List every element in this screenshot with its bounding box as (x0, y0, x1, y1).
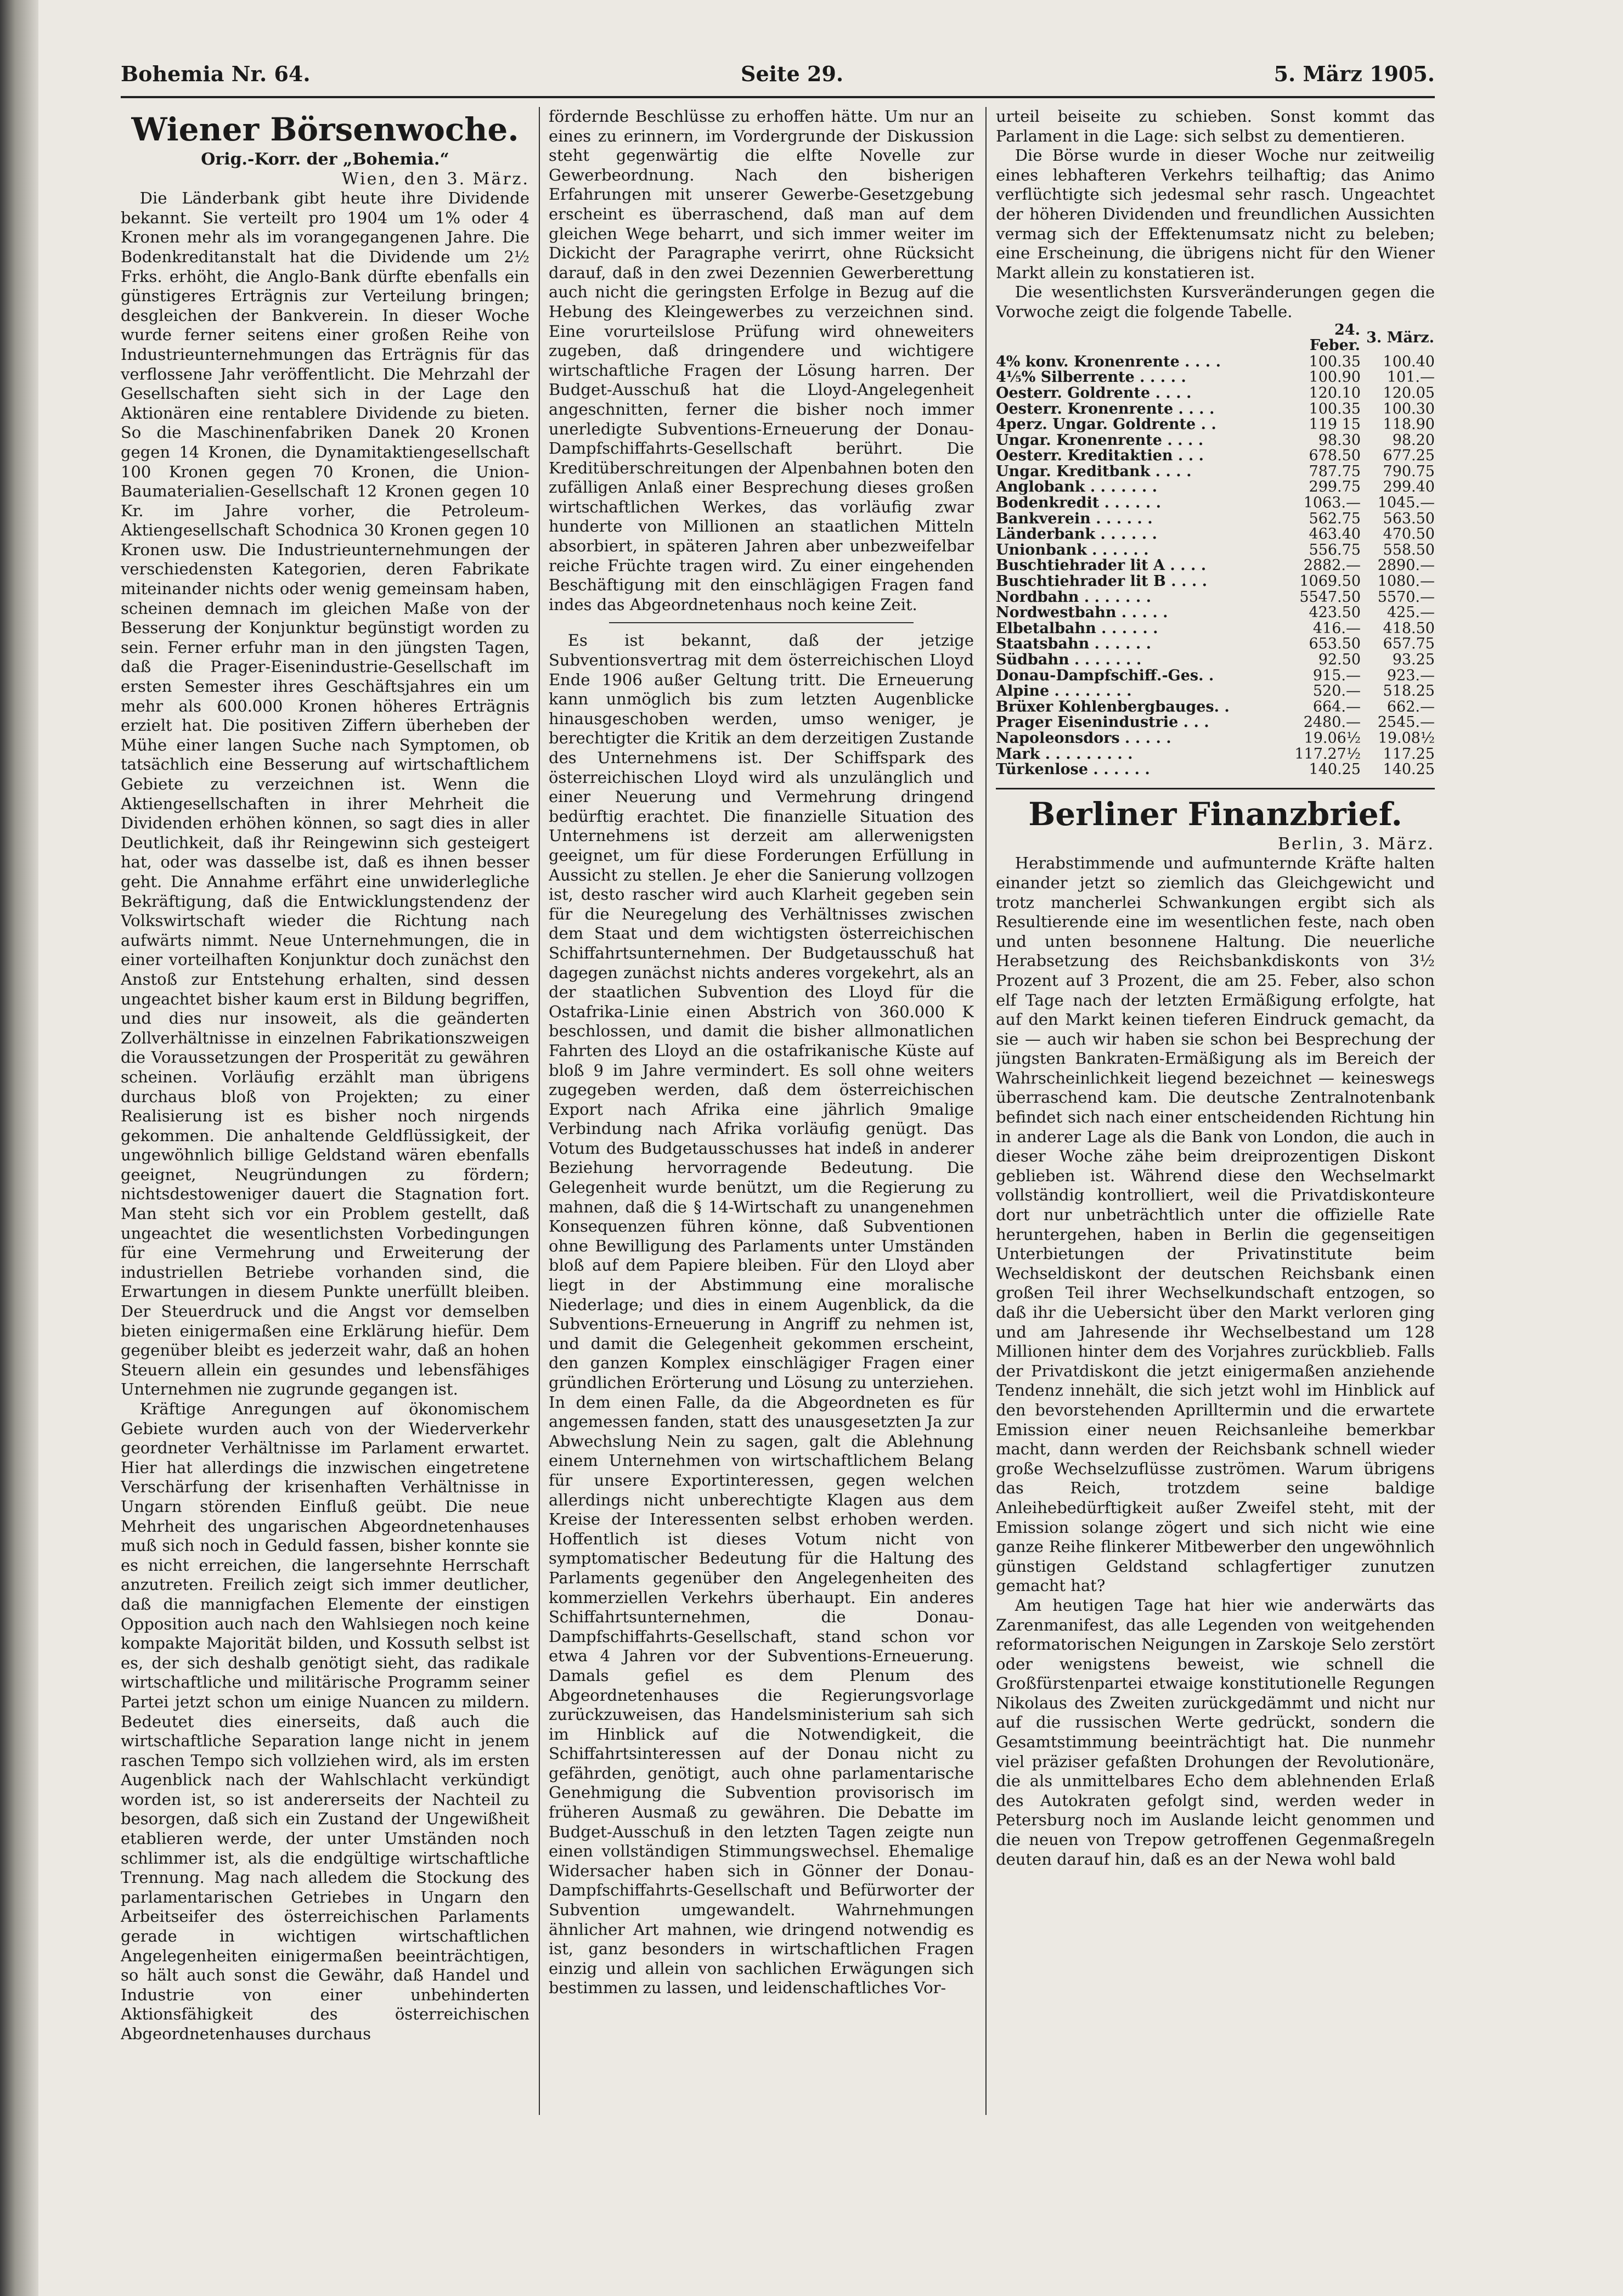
table-row (996, 574, 1435, 590)
table-row (996, 433, 1435, 449)
paragraph: Die wesentlichsten Kursveränderungen gegen die Vorwoche zeigt die folgende Tabelle. (996, 283, 1435, 321)
paragraph: Die Länderbank gibt heute ihre Dividende bekannt. Sie verteilt pro 1904 um 1% oder 4 Kronen mehr als im vorangegangenen Jahre. Die Bodenkreditanstalt hat die Dividende um 2½ Frks. erhöht, die Anglo-Bank dürfte ebenfalls ein günstigeres Erträgnis zur Verteilung bringen; desgleichen der Bankverein. In dieser Woche wurde ferner seitens einer großen Reihe von Industrieunternehmungen das Erträgnis für das verflossene Jahr veröffentlicht. Die Mehrzahl der Gesellschaften sieht sich in der Lage den Aktionären eine rentablere Dividende zu bieten. So die Maschinenfabriken Danek 20 Kronen gegen 14 Kronen, die Dynamitaktiengesellschaft 100 Kronen gegen 70 Kronen, die Union-Baumaterialien-Gesellschaft 12 Kronen gegen 10 Kr. im Jahre vorher, die Petroleum-Aktiengesellschaft Schodnica 30 Kronen gegen 10 Kronen usw. Die Industrieunternehmungen der verschiedensten Kategorien, deren Fabrikate miteinander nichts oder wenig gemeinsam haben, scheinen demnach im gleichen Maße von der Besserung der Konjunktur begünstigt worden zu sein. Ferner erfuhr man in den jüngsten Tagen, daß die Prager-Eisenindustrie-Gesellschaft im ersten Semester ihres Geschäftsjahres ein um mehr als 600.000 Kronen höheres Erträgnis erzielt hat. Die positiven Ziffern überheben der Mühe einer langen Suche nach Symptomen, ob tatsächlich eine Besserung auf wirtschaftlichem Gebiete zu verzeichnen ist. Wenn die Aktiengesellschaften in ihrer Mehrheit die Dividenden erhöhen können, so sagt dies in aller Deutlichkeit, daß ihr Reingewinn sich gesteigert hat, oder was dasselbe ist, daß es ihnen besser geht. Die Annahme erfährt eine unwiderlegliche Bekräftigung, daß die Entwicklungstendenz der Volkswirtschaft wieder die Richtung nach aufwärts nimmt. Neue Unternehmungen, die in einer vorteilhaften Konjunktur doch zunächst den Anstoß zur Entstehung erhalten, sind dessen ungeachtet bisher kaum erst in Bildung begriffen, und dies nur insoweit, als die geänderten Zollverhältnisse in einzelnen Fabrikationszweigen die Voraussetzungen der Prosperität zu gewähren scheinen. Vorläufig erzählt man übrigens durchaus bloß von Projekten; zu einer Realisierung ist es bisher noch nirgends gekommen. Die anhaltende Geldflüssigkeit, der ungewöhnlich billige Geldstand wären ebenfalls geeignet, Neugründungen zu fördern; nichtsdestoweniger dauert die Stagnation fort. Man steht sich vor ein Problem gestellt, daß ungeachtet die wesentlichsten Vorbedingungen für eine Vermehrung und Erweiterung der industriellen Betriebe vorhanden sind, die Erwartungen in diesem Punkte unerfüllt bleiben. Der Steuerdruck und die Angst vor demselben bieten einigermaßen eine Erklärung hiefür. Dem gegenüber bleibt es jederzeit wahr, daß an hohen Steuern allein ein gesundes und lebensfähiges Unternehmen nie zugrunde gegangen ist. (121, 189, 529, 1399)
table-row (996, 495, 1435, 511)
article-title: Berliner Finanzbrief. (1028, 795, 1402, 833)
table-row (996, 543, 1435, 559)
paragraph: urteil beiseite zu schieben. Sonst kommt das Parlament in die Lage: sich selbst zu dementieren. (996, 107, 1435, 145)
table-cell-value: 787.75 (1309, 462, 1361, 480)
table-cell-name: Buschtiehrader lit B . . . . (996, 573, 1208, 590)
table-row (996, 417, 1435, 433)
header-date: 5. März 1905. (1273, 61, 1435, 86)
table-row (996, 354, 1435, 370)
table-cell-value: 653.50 (1309, 635, 1361, 653)
table-cell-value: 100.35 (1309, 400, 1361, 418)
table-cell-value: 558.50 (1383, 541, 1435, 559)
table-cell-value: 418.50 (1383, 619, 1435, 637)
table-cell-value: 100.30 (1383, 400, 1435, 418)
table-cell-name: Alpine . . . . . . . . (996, 682, 1132, 700)
table-cell-name: Anglobank . . . . . . . (996, 478, 1158, 496)
table-row (996, 590, 1435, 606)
table-cell-value: 117.27½ (1294, 745, 1361, 763)
table-row (996, 464, 1435, 480)
table-row (996, 605, 1435, 621)
table-cell-name: Ungar. Kreditbank . . . . (996, 462, 1192, 480)
article-byline: Orig.-Korr. der „Bohemia.“ (201, 150, 449, 169)
table-cell-value: 100.35 (1309, 353, 1361, 370)
paragraph: Es ist bekannt, daß der jetzige Subventionsvertrag mit dem österreichischen Lloyd Ende 1906 außer Geltung tritt. Die Erneuerung kann unmöglich bis zum letzten Augenblicke hinausgeschoben werden, umso weniger, je berechtigter die Kritik an dem derzeitigen Zustande des Unternehmens ist. Der Schiffspark des österreichischen Lloyd wird als unzulänglich und einer Neuerung und Vermehrung dringend bedürftig erachtet. Die finanzielle Situation des Unternehmens ist derzeit am allerwenigsten geeignet, um für diese Forderungen Erfüllung in Aussicht zu stellen. Je eher die Sanierung vollzogen ist, desto rascher wird auch Klarheit gegeben sein für die Neuregelung des Verhältnisses zwischen dem Staat und dem wichtigsten österreichischen Schiffahrtsunternehmen. Der Budgetausschuß hat dagegen zunächst nichts anderes vorgekehrt, als an der staatlichen Subvention des Lloyd für die Ostafrika-Linie einen Abstrich von 360.000 K beschlossen, und damit die bisher allmonatlichen Fahrten des Lloyd an die ostafrikanische Küste auf bloß 9 im Jahre vermindert. Es soll ohne weiters zugegeben werden, daß dem österreichischen Export nach Afrika eine jährlich 9malige Verbindung nach Afrika vorläufig genügt. Das Votum des Budgetausschusses hat indeß in anderer Beziehung hervorragende Bedeutung. Die Gelegenheit wurde benützt, um die Regierung zu mahnen, daß die § 14-Wirtschaft zu unangenehmen Konsequenzen führen könne, daß Subventionen ohne Bewilligung des Parlaments unter Umständen bloß auf dem Papiere bleiben. Für den Lloyd aber liegt in der Abstimmung eine moralische Niederlage; und dies in einem Augenblick, da die Subventions-Erneuerung in Angriff zu nehmen ist, und damit die Gelegenheit gekommen erscheint, den ganzen Komplex einschlägiger Fragen einer gründlichen Erörterung und Lösung zu unterziehen. In dem einen Falle, da die Abgeordneten es für angemessen fanden, statt des unausgesetzten Ja zur Abwechslung Nein zu sagen, galt die Ablehnung einem Unternehmen von wirtschaftlichem Belang für unsere Exportinteressen, gegen welchen allerdings nicht unberechtigte Klagen aus dem Kreise der Interessenten selbst erhoben werden. Hoffentlich ist dieses Votum nicht von symptomatischer Bedeutung für die Haltung des Parlaments gegenüber den Angelegenheiten des kommerziellen Verkehrs überhaupt. Ein anderes Schiffahrtsunternehmen, die Donau-Dampfschiffahrts-Gesellschaft, stand schon vor etwa 4 Jahren vor der Subventions-Erneuerung. Damals gefiel es dem Plenum des Abgeordnetenhauses die Regierungsvorlage zurückzuweisen, das Handelsministerium sah sich im Hinblick auf die Notwendigkeit, die Schiffahrtsinteressen auf der Donau nicht zu gefährden, genötigt, auch ohne parlamentarische Genehmigung die Subvention provisorisch im früheren Ausmaß zu gewähren. Die Debatte im Budget-Ausschuß in den letzten Tagen zeigte nun einen vollständigen Stimmungswechsel. Ehemalige Widersacher haben sich in Gönner der Donau-Dampfschiffahrts-Gesellschaft und Befürworter der Subvention umgewandelt. Wahrnehmungen ähnlicher Art mahnen, wie dringend notwendig es ist, ganz besonders in wirtschaftlichen Fragen einzig und allein von sachlichen Erwägungen sich bestimmen zu lassen, und leidenschaftliches Vor- (549, 631, 974, 1998)
table-row (996, 731, 1435, 747)
table-row (996, 636, 1435, 652)
table-cell-name: Oesterr. Kronenrente . . . . (996, 400, 1215, 418)
table-cell-value: 93.25 (1392, 651, 1435, 668)
table-cell-value: 19.06½ (1304, 729, 1361, 747)
table-row (996, 652, 1435, 668)
price-table (996, 322, 1435, 778)
column-3 (996, 107, 1435, 2115)
table-row (996, 699, 1435, 715)
table-cell-value: 100.90 (1309, 369, 1361, 386)
page-header (121, 61, 1435, 94)
table-row (996, 747, 1435, 763)
table-cell-value: 299.75 (1309, 478, 1361, 496)
table-cell-name: Südbahn . . . . . . . (996, 651, 1142, 668)
table-cell-value: 19.08½ (1378, 729, 1435, 747)
table-cell-name: 4% konv. Kronenrente . . . . (996, 353, 1221, 370)
table-cell-value: 5570.— (1377, 588, 1435, 606)
table-cell-value: 117.25 (1383, 745, 1435, 763)
table-cell-value: 520.— (1312, 682, 1361, 700)
table-cell-value: 140.25 (1309, 761, 1361, 779)
table-cell-value: 677.25 (1383, 447, 1435, 465)
table-row (996, 558, 1435, 574)
table-cell-value: 470.50 (1383, 526, 1435, 543)
table-cell-value: 100.40 (1383, 353, 1435, 370)
table-row (996, 621, 1435, 637)
column-1 (121, 107, 529, 2115)
table-cell-value: 416.— (1312, 619, 1361, 637)
table-cell-value: 1045.— (1377, 494, 1435, 512)
table-cell-value: 101.— (1387, 369, 1435, 386)
table-col-header: 24. Feber. (1309, 321, 1360, 354)
article-title: Wiener Börsenwoche. (131, 111, 519, 148)
table-row (996, 479, 1435, 495)
table-cell-value: 923.— (1387, 667, 1435, 684)
table-cell-value: 678.50 (1309, 447, 1361, 465)
table-cell-value: 2882.— (1303, 557, 1361, 574)
table-cell-name: Donau-Dampfschiff.-Ges. . (996, 667, 1214, 684)
table-cell-value: 120.05 (1383, 384, 1435, 402)
table-row (996, 448, 1435, 464)
table-cell-value: 1069.50 (1299, 573, 1361, 590)
table-cell-value: 5547.50 (1299, 588, 1361, 606)
table-row (996, 370, 1435, 386)
table-cell-name: Prager Eisenindustrie . . . (996, 714, 1209, 731)
table-cell-name: Buschtiehrader lit A . . . . (996, 557, 1207, 574)
table-row (996, 511, 1435, 527)
table-cell-name: Napoleonsdors . . . . . (996, 729, 1171, 747)
table-cell-value: 662.— (1387, 698, 1435, 715)
table-cell-value: 1080.— (1377, 573, 1435, 590)
table-cell-value: 2545.— (1377, 714, 1435, 731)
table-cell-value: 915.— (1312, 667, 1361, 684)
table-cell-value: 1063.— (1303, 494, 1361, 512)
table-cell-name: Unionbank . . . . . . (996, 541, 1149, 559)
paragraph: Kräftige Anregungen auf ökonomischem Gebiete wurden auch von der Wiederverkehr geordneter Verhältnisse im Parlament erwartet. Hier hat allerdings die inzwischen eingetretene Verschärfung der krisenhaften Verhältnisse in Ungarn störenden Einfluß geübt. Die neue Mehrheit des ungarischen Abgeordnetenhauses muß sich noch in Geduld fassen, bisher konnte sie es nicht erreichen, die langersehnte Herrschaft anzutreten. Freilich zeigt sich immer deutlicher, daß die mannigfachen Elemente der einstigen Opposition auch nach den Wahlsiegen noch keine kompakte Majorität bilden, und Kossuth selbst ist es, der sich deshalb genötigt sieht, das radikale wirtschaftliche und militärische Programm seiner Partei jetzt schon um einige Nuancen zu mildern. Bedeutet dies einerseits, daß auch die wirtschaftliche Separation lange nicht in jenem raschen Tempo sich vollziehen wird, als im ersten Augenblick nach der Wahlschlacht verkündigt worden ist, so ist andererseits der Nachteil zu besorgen, daß sich ein Zustand der Ungewißheit etablieren werde, der unter Umständen noch schlimmer ist, als die endgültige wirtschaftliche Trennung. Mag nach alledem die Stockung des parlamentarischen Getriebes in Ungarn den Arbeitseifer des österreichischen Parlaments gerade in wichtigen wirtschaftlichen Angelegenheiten einigermaßen beeinträchtigen, so hält auch sonst die Gewähr, daß Handel und Industrie von einer unbehinderten Aktionsfähigkeit des österreichischen Abgeordnetenhauses durchaus (121, 1400, 529, 2043)
table-cell-value: 98.20 (1392, 431, 1435, 449)
table-cell-name: Oesterr. Kreditaktien . . . (996, 447, 1204, 465)
table-cell-name: Staatsbahn . . . . . . (996, 635, 1152, 653)
table-cell-name: Nordwestbahn . . . . . (996, 604, 1168, 622)
table-body (996, 354, 1435, 778)
table-row (996, 684, 1435, 699)
table-row (996, 668, 1435, 684)
table-cell-value: 299.40 (1383, 478, 1435, 496)
table-row (996, 402, 1435, 418)
table-cell-name: Brüxer Kohlenbergbauges. . (996, 698, 1230, 715)
column-divider (985, 107, 987, 2115)
table-header-row (996, 322, 1435, 354)
table-cell-value: 563.50 (1383, 510, 1435, 527)
table-cell-name: Ungar. Kronenrente . . . . (996, 431, 1204, 449)
paragraph-separator (609, 622, 914, 623)
table-cell-value: 120.10 (1309, 384, 1361, 402)
table-cell-value: 425.— (1387, 604, 1435, 622)
table-row (996, 715, 1435, 731)
table-row (996, 762, 1435, 778)
table-cell-value: 463.40 (1309, 526, 1361, 543)
table-cell-value: 562.75 (1309, 510, 1361, 527)
table-col-header: 3. März. (1366, 329, 1434, 346)
article-dateline: Berlin, 3. März. (1277, 834, 1435, 854)
table-cell-name: 4perz. Ungar. Goldrente . . (996, 416, 1216, 433)
table-cell-value: 664.— (1312, 698, 1361, 715)
column-2 (549, 107, 974, 2115)
paragraph: Die Börse wurde in dieser Woche nur zeitweilig eines lebhafteren Verkehrs teilhaftig; das Animo verflüchtigte sich jedesmal sehr rasch. Ungeachtet der höheren Dividenden und freundlichen Aussichten vermag sich der Effektenumsatz nicht zu beleben; eine Erscheinung, die übrigens nicht für den Wiener Markt allein zu konstatieren ist. (996, 146, 1435, 282)
column-divider (539, 107, 540, 2115)
section-rule (996, 788, 1435, 789)
table-cell-value: 118.90 (1383, 416, 1435, 433)
header-issue: Bohemia Nr. 64. (121, 61, 311, 86)
table-cell-value: 98.30 (1318, 431, 1361, 449)
header-page-number: Seite 29. (741, 61, 844, 86)
paragraph: Am heutigen Tage hat hier wie anderwärts das Zarenmanifest, das alle Legenden von weitgehenden reformatorischen Neigungen in Zarskoje Selo zerstört oder wenigstens beweist, wie schnell die Großfürstenpartei etwaige konstitutionelle Regungen Nikolaus des Zweiten zurückgedämmt und nicht nur auf die russischen Werte gedrückt, sondern die Gesamtstimmung beeinträchtigt hat. Die nunmehr viel präziser gefaßten Drohungen der Revolutionäre, die als unmittelbares Echo dem ablehnenden Erlaß des Autokraten gefolgt sind, werden weder in Petersburg noch im Auslande leicht genommen und die neuen von Trepow getroffenen Gegenmaßregeln deuten darauf hin, daß es an der Newa wohl bald (996, 1595, 1435, 1869)
table-cell-value: 140.25 (1383, 761, 1435, 779)
article-dateline: Wien, den 3. März. (341, 169, 529, 189)
table-cell-name: Bodenkredit . . . . . . (996, 494, 1162, 512)
table-cell-name: Nordbahn . . . . . . . (996, 588, 1152, 606)
table-cell-name: Bankverein . . . . . . (996, 510, 1153, 527)
table-cell-name: Elbetalbahn . . . . . . (996, 619, 1158, 637)
scan-edge (0, 0, 38, 2296)
table-cell-value: 119 15 (1309, 416, 1361, 433)
table-cell-name: 4⅕% Silberrente . . . . . (996, 369, 1186, 386)
paragraph: fördernde Beschlüsse zu erhoffen hätte. Um nur an eines zu erinnern, im Vordergrunde der Diskussion steht gegenwärtig die elfte Novelle zur Gewerbeordnung. Nach den bisherigen Erfahrungen mit unserer Gewerbe-Gesetzgebung erscheint es überraschend, daß man auf dem gleichen Wege beharrt, und sich immer weiter im Dickicht der Paragraphe verirrt, ohne Rücksicht darauf, daß in den zwei Dezennien Gewerberettung auch nicht die geringsten Erfolge in Bezug auf die Hebung des Kleingewerbes zu verzeichnen sind. Eine vorurteilslose Prüfung wird ohneweiters zugeben, daß dringendere und wichtigere wirtschaftliche Fragen der Lösung harren. Der Budget-Ausschuß hat die Lloyd-Angelegenheit angeschnitten, ferner die bisher noch immer unerledigte Subventions-Erneuerung der Donau-Dampfschiffahrts-Gesellschaft berührt. Die Kreditüberschreitungen der Alpenbahnen boten den zufälligen Anlaß einer Besprechung dieses großen wirtschaftlichen Werkes, das vorläufig zwar hunderte von Millionen an staatlichen Mitteln absorbiert, in späteren Jahren aber unbezweifelbar reiche Früchte tragen wird. Zu einer eingehenden Beschäftigung mit den einschlägigen Fragen fand indes das Abgeordnetenhaus noch keine Zeit. (549, 107, 974, 614)
table-cell-name: Mark . . . . . . . . . (996, 745, 1133, 763)
table-cell-name: Länderbank . . . . . . (996, 526, 1157, 543)
table-row (996, 527, 1435, 543)
table-row (996, 386, 1435, 402)
paragraph: Herabstimmende und aufmunternde Kräfte halten einander jetzt so ziemlich das Gleichgewicht und trotz mancherlei Schwankungen ergibt sich als Resultierende eine im wesentlichen feste, nach oben und unten besonnene Haltung. Die neuerliche Herabsetzung des Reichsbankdiskonts von 3½ Prozent auf 3 Prozent, die am 25. Feber, also schon elf Tage nach der letzten Ermäßigung erfolgte, hat auf den Markt keinen tieferen Eindruck gemacht, da sie — auch wir haben sie schon bei Besprechung der jüngsten Bankraten-Ermäßigung als im Bereich der Wahrscheinlichkeit liegend bezeichnet — keineswegs überraschend kam. Die deutsche Zentralnotenbank befindet sich nach einer entscheidenden Richtung hin in anderer Lage als die Bank von London, die auch in dieser Woche zähe beim dreiprozentigen Diskont geblieben ist. Während diese den Wechselmarkt vollständig kontrolliert, weil die Privatdiskonteure dort nur unbeträchtlich unter die offizielle Rate heruntergehen, haben in Berlin die gegenseitigen Unterbietungen der Privatinstitute beim Wechseldiskont der deutschen Reichsbank einen großen Teil ihrer Wechselkundschaft entzogen, so daß ihr die Uebersicht über den Markt verloren ging und am Jahresende ihr Wechselbestand um 128 Millionen hinter dem des Vorjahres zurückblieb. Falls der Privatdiskont die jetzt einigermaßen anziehende Tendenz innehält, die sich jetzt wohl im Hinblick auf den bevorstehenden Aprilltermin und die erwartete Emission einer neuen Reichsanleihe bemerkbar macht, dann werden der Reichsbank schnell wieder große Wechselzuflüsse zuströmen. Warum übrigens das Reich, trotzdem seine baldige Anleihebedürftigkeit außer Zweifel steht, mit der Emission solange zögert und sich nicht wie eine ganze Reihe flinkerer Mitbewerber den ungewöhnlich günstigen Geldstand schlagfertiger zunutzen gemacht hat? (996, 854, 1435, 1595)
table-cell-value: 2890.— (1377, 557, 1435, 574)
table-cell-value: 657.75 (1383, 635, 1435, 653)
table-cell-value: 92.50 (1318, 651, 1361, 668)
table-cell-value: 2480.— (1303, 714, 1361, 731)
table-cell-value: 518.25 (1383, 682, 1435, 700)
table-cell-name: Oesterr. Goldrente . . . . (996, 384, 1192, 402)
table-cell-value: 423.50 (1309, 604, 1361, 622)
table-cell-name: Türkenlose . . . . . . (996, 761, 1150, 779)
table-cell-value: 556.75 (1309, 541, 1361, 559)
table-cell-value: 790.75 (1383, 462, 1435, 480)
header-rule (121, 96, 1435, 98)
